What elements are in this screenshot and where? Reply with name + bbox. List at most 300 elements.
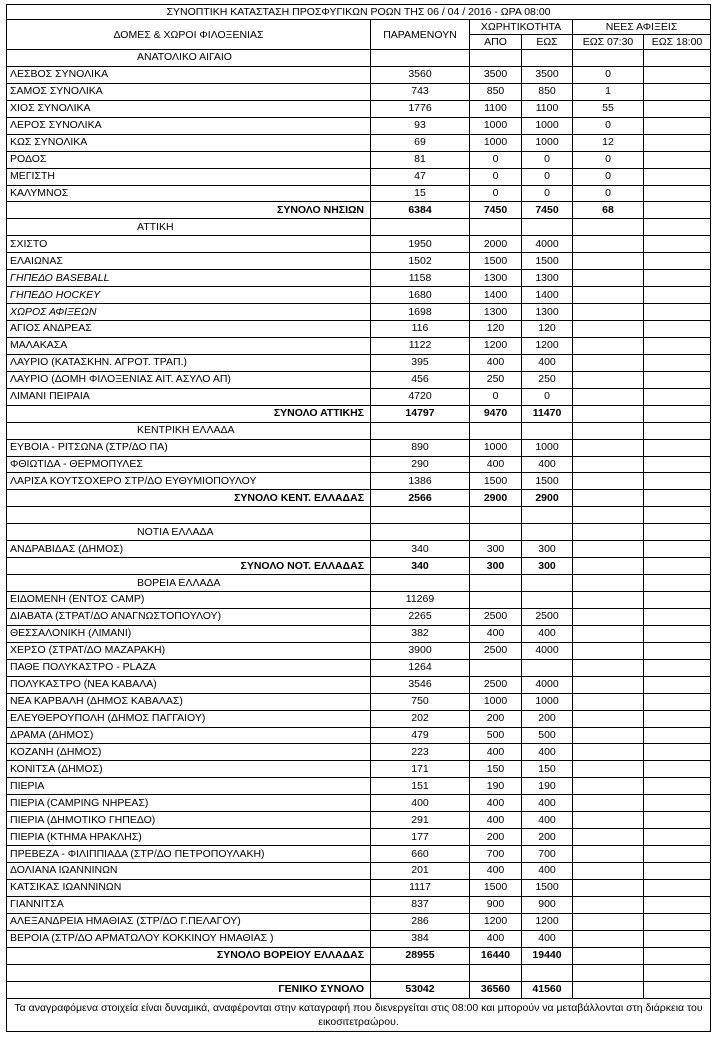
cell-a1800 — [644, 185, 711, 202]
header-capacity-from: ΑΠΟ — [470, 35, 522, 50]
cell-to: 1000 — [522, 439, 573, 456]
cell-a0730: 0 — [573, 66, 644, 83]
cell-from: 3500 — [470, 66, 522, 83]
cell-remaining: 202 — [371, 710, 470, 727]
cell-remaining: 750 — [371, 693, 470, 710]
empty-cell — [371, 524, 470, 541]
cell-remaining: 456 — [371, 371, 470, 388]
cell-a0730 — [573, 795, 644, 812]
cell-a0730 — [573, 846, 644, 863]
cell-from: 400 — [470, 354, 522, 371]
cell-remaining: 1776 — [371, 100, 470, 117]
table-row — [7, 812, 711, 829]
cell-to: 1000 — [522, 134, 573, 151]
cell-from: 250 — [470, 371, 522, 388]
facility-name: ΠΙΕΡΙΑ (ΚΤΗΜΑ ΗΡΑΚΛΗΣ) — [7, 829, 371, 846]
cell-a0730: 55 — [573, 100, 644, 117]
facility-name: ΔΡΑΜΑ (ΔΗΜΟΣ) — [7, 727, 371, 744]
cell-remaining: 2566 — [371, 490, 470, 507]
cell-from: 16440 — [470, 947, 522, 964]
table-row — [7, 337, 711, 354]
table-row — [7, 473, 711, 490]
cell-a1800 — [644, 947, 711, 964]
cell-from: 300 — [470, 541, 522, 558]
cell-from: 400 — [470, 812, 522, 829]
cell-to: 4000 — [522, 236, 573, 253]
table-row — [7, 659, 711, 676]
cell-a0730 — [573, 744, 644, 761]
cell-from: 2500 — [470, 676, 522, 693]
empty-cell — [470, 575, 522, 592]
cell-to: 190 — [522, 778, 573, 795]
cell-a0730: 1 — [573, 83, 644, 100]
cell-from: 1000 — [470, 693, 522, 710]
cell-a0730 — [573, 405, 644, 422]
cell-a0730: 0 — [573, 151, 644, 168]
cell-a0730 — [573, 490, 644, 507]
table-row — [7, 236, 711, 253]
table-row — [7, 321, 711, 338]
cell-a0730 — [573, 710, 644, 727]
cell-to: 700 — [522, 846, 573, 863]
facility-name: ΚΑΤΣΙΚΑΣ ΙΩΑΝΝΙΝΩΝ — [7, 879, 371, 896]
cell-remaining: 93 — [371, 117, 470, 134]
cell-to: 400 — [522, 863, 573, 880]
cell-a0730 — [573, 287, 644, 304]
empty-cell — [522, 422, 573, 439]
empty-cell — [522, 575, 573, 592]
table-row — [7, 66, 711, 83]
facility-name: ΠΙΕΡΙΑ (CAMPING ΝΗΡΕΑΣ) — [7, 795, 371, 812]
empty-cell — [470, 507, 522, 524]
table-row — [7, 185, 711, 202]
table-row — [7, 642, 711, 659]
cell-to: 3500 — [522, 66, 573, 83]
cell-remaining: 3560 — [371, 66, 470, 83]
cell-remaining: 400 — [371, 795, 470, 812]
cell-from: 400 — [470, 863, 522, 880]
cell-a1800 — [644, 558, 711, 575]
cell-to: 7450 — [522, 202, 573, 219]
cell-from: 1000 — [470, 134, 522, 151]
cell-from: 36560 — [470, 981, 522, 998]
cell-from: 2900 — [470, 490, 522, 507]
cell-to: 11470 — [522, 405, 573, 422]
cell-from: 400 — [470, 456, 522, 473]
cell-remaining: 3546 — [371, 676, 470, 693]
cell-a0730 — [573, 456, 644, 473]
cell-to: 400 — [522, 625, 573, 642]
cell-from: 400 — [470, 625, 522, 642]
cell-a1800 — [644, 388, 711, 405]
cell-remaining: 1950 — [371, 236, 470, 253]
cell-a1800 — [644, 456, 711, 473]
table-row — [7, 778, 711, 795]
cell-remaining: 47 — [371, 168, 470, 185]
cell-a1800 — [644, 287, 711, 304]
header-arrivals-0730: ΕΩΣ 07:30 — [573, 35, 644, 50]
cell-a0730 — [573, 354, 644, 371]
header-remaining: ΠΑΡΑΜΕΝΟΥΝ — [371, 20, 470, 50]
facility-name: ΛΕΣΒΟΣ ΣΥΝΟΛΙΚΑ — [7, 66, 371, 83]
table-body — [7, 50, 711, 999]
facility-name: ΣΧΙΣΤΟ — [7, 236, 371, 253]
facility-name: ΝΕΑ ΚΑΡΒΑΛΗ (ΔΗΜΟΣ ΚΑΒΑΛΑΣ) — [7, 693, 371, 710]
section-row — [7, 219, 711, 236]
cell-to: 1000 — [522, 117, 573, 134]
cell-remaining: 837 — [371, 896, 470, 913]
cell-a1800 — [644, 625, 711, 642]
cell-to: 19440 — [522, 947, 573, 964]
table-row — [7, 270, 711, 287]
table-row — [7, 134, 711, 151]
facility-name: ΡΟΔΟΣ — [7, 151, 371, 168]
cell-remaining: 382 — [371, 625, 470, 642]
cell-remaining: 14797 — [371, 405, 470, 422]
total-row — [7, 558, 711, 575]
cell-to: 400 — [522, 744, 573, 761]
table-row — [7, 727, 711, 744]
cell-to: 4000 — [522, 642, 573, 659]
blank-row — [7, 964, 711, 981]
cell-a1800 — [644, 761, 711, 778]
cell-to: 400 — [522, 456, 573, 473]
cell-a1800 — [644, 778, 711, 795]
cell-a0730 — [573, 321, 644, 338]
empty-cell — [7, 964, 371, 981]
cell-from: 190 — [470, 778, 522, 795]
cell-from: 0 — [470, 168, 522, 185]
facility-name: ΠΟΛΥΚΑΣΤΡΟ (ΝΕΑ ΚΑΒΑΛΑ) — [7, 676, 371, 693]
cell-remaining: 69 — [371, 134, 470, 151]
section-title: ΑΝΑΤΟΛΙΚΟ ΑΙΓΑΙΟ — [7, 50, 371, 67]
facility-name: ΓΗΠΕΔΟ BASEBALL — [7, 270, 371, 287]
cell-to: 200 — [522, 710, 573, 727]
facility-name: ΓΗΠΕΔΟ HOCKEY — [7, 287, 371, 304]
cell-a0730: 0 — [573, 185, 644, 202]
total-row — [7, 490, 711, 507]
cell-remaining: 1264 — [371, 659, 470, 676]
cell-remaining: 340 — [371, 541, 470, 558]
cell-from: 300 — [470, 558, 522, 575]
facility-name: ΧΕΡΣΟ (ΣΤΡΑΤ/ΔΟ ΜΑΖΑΡΑΚΗ) — [7, 642, 371, 659]
cell-a1800 — [644, 693, 711, 710]
cell-a0730 — [573, 625, 644, 642]
facility-name: ΚΟΝΙΤΣΑ (ΔΗΜΟΣ) — [7, 761, 371, 778]
cell-remaining: 6384 — [371, 202, 470, 219]
empty-cell — [371, 964, 470, 981]
blank-row — [7, 507, 711, 524]
table-row — [7, 371, 711, 388]
section-title: ΒΟΡΕΙΑ ΕΛΛΑΔΑ — [7, 575, 371, 592]
facility-name: ΠΑΘΕ ΠΟΛΥΚΑΣΤΡΟ - PLAZA — [7, 659, 371, 676]
cell-a1800 — [644, 795, 711, 812]
cell-a0730 — [573, 371, 644, 388]
cell-from: 400 — [470, 744, 522, 761]
header-structures: ΔΟΜΕΣ & ΧΩΡΟΙ ΦΙΛΟΞΕΝΙΑΣ — [7, 20, 371, 50]
cell-to: 850 — [522, 83, 573, 100]
table-row — [7, 829, 711, 846]
cell-a0730 — [573, 270, 644, 287]
cell-remaining: 743 — [371, 83, 470, 100]
facility-name: ΠΡΕΒΕΖΑ - ΦΙΛΙΠΠΙΑΔΑ (ΣΤΡ/ΔΟ ΠΕΤΡΟΠΟΥΛΑΚΗ) — [7, 846, 371, 863]
facility-name: ΣΑΜΟΣ ΣΥΝΟΛΙΚΑ — [7, 83, 371, 100]
table-row — [7, 253, 711, 270]
cell-to: 4000 — [522, 676, 573, 693]
cell-a1800 — [644, 236, 711, 253]
cell-a0730 — [573, 592, 644, 609]
cell-to: 1500 — [522, 473, 573, 490]
cell-from: 1300 — [470, 304, 522, 321]
empty-cell — [522, 524, 573, 541]
cell-remaining: 340 — [371, 558, 470, 575]
cell-remaining: 53042 — [371, 981, 470, 998]
total-row — [7, 202, 711, 219]
cell-a1800 — [644, 812, 711, 829]
footnote: Τα αναγραφόμενα στοιχεία είναι δυναμικά, αναφέρονται στην καταγραφή που διενεργείται στις 08:00 και μπορούν να μεταβάλλονται στη διάρκεια του εικοσιτετραώρου. — [7, 998, 711, 1031]
cell-to: 1500 — [522, 253, 573, 270]
cell-from: 9470 — [470, 405, 522, 422]
cell-a0730 — [573, 439, 644, 456]
cell-remaining: 2265 — [371, 608, 470, 625]
cell-a1800 — [644, 134, 711, 151]
facility-name: ΒΕΡΟΙΑ (ΣΤΡ/ΔΟ ΑΡΜΑΤΩΛΟΥ ΚΟΚΚΙΝΟΥ ΗΜΑΘΙΑΣ ) — [7, 930, 371, 947]
facility-name: ΑΛΕΞΑΝΔΡΕΙΑ ΗΜΑΘΙΑΣ (ΣΤΡ/ΔΟ Γ.ΠΕΛΑΓΟΥ) — [7, 913, 371, 930]
table-row — [7, 168, 711, 185]
cell-to: 400 — [522, 812, 573, 829]
cell-from: 1500 — [470, 473, 522, 490]
cell-a0730 — [573, 930, 644, 947]
cell-remaining: 81 — [371, 151, 470, 168]
cell-a1800 — [644, 490, 711, 507]
cell-from: 200 — [470, 710, 522, 727]
empty-cell — [371, 422, 470, 439]
empty-cell — [371, 219, 470, 236]
cell-to: 0 — [522, 388, 573, 405]
table-row — [7, 896, 711, 913]
report-title: ΣΥΝΟΠΤΙΚΗ ΚΑΤΑΣΤΑΣΗ ΠΡΟΣΦΥΓΙΚΩΝ ΡΟΩΝ ΤΗΣ 06 / 04 / 2016 - ΩΡΑ 08:00 — [7, 5, 711, 20]
cell-a1800 — [644, 981, 711, 998]
table-row — [7, 388, 711, 405]
total-label: ΓΕΝΙΚΟ ΣΥΝΟΛΟ — [7, 981, 371, 998]
cell-a1800 — [644, 676, 711, 693]
total-label: ΣΥΝΟΛΟ ΑΤΤΙΚΗΣ — [7, 405, 371, 422]
cell-remaining: 171 — [371, 761, 470, 778]
facility-name: ΠΙΕΡΙΑ — [7, 778, 371, 795]
table-row — [7, 930, 711, 947]
cell-from: 0 — [470, 185, 522, 202]
cell-remaining: 15 — [371, 185, 470, 202]
total-label: ΣΥΝΟΛΟ ΒΟΡΕΙΟΥ ΕΛΛΑΔΑΣ — [7, 947, 371, 964]
cell-remaining: 1502 — [371, 253, 470, 270]
table-row — [7, 287, 711, 304]
cell-remaining: 28955 — [371, 947, 470, 964]
cell-a1800 — [644, 863, 711, 880]
cell-a0730 — [573, 608, 644, 625]
empty-cell — [470, 219, 522, 236]
cell-to: 1200 — [522, 337, 573, 354]
table-row — [7, 439, 711, 456]
cell-to: 250 — [522, 371, 573, 388]
cell-remaining: 286 — [371, 913, 470, 930]
header-capacity: ΧΩΡΗΤΙΚΟΤΗΤΑ — [470, 20, 573, 35]
cell-remaining: 11269 — [371, 592, 470, 609]
table-row — [7, 625, 711, 642]
cell-remaining: 395 — [371, 354, 470, 371]
cell-a0730 — [573, 879, 644, 896]
cell-from: 1000 — [470, 117, 522, 134]
cell-remaining: 4720 — [371, 388, 470, 405]
cell-a0730 — [573, 388, 644, 405]
cell-remaining: 1698 — [371, 304, 470, 321]
cell-a0730 — [573, 337, 644, 354]
table-row — [7, 795, 711, 812]
cell-a1800 — [644, 202, 711, 219]
cell-from: 1400 — [470, 287, 522, 304]
cell-from: 0 — [470, 388, 522, 405]
table-row — [7, 304, 711, 321]
table-row — [7, 592, 711, 609]
facility-name: ΑΝΔΡΑΒΙΔΑΣ (ΔΗΜΟΣ) — [7, 541, 371, 558]
cell-a1800 — [644, 253, 711, 270]
cell-a1800 — [644, 321, 711, 338]
cell-from: 2500 — [470, 642, 522, 659]
cell-a1800 — [644, 744, 711, 761]
cell-a1800 — [644, 846, 711, 863]
cell-a0730: 68 — [573, 202, 644, 219]
cell-a1800 — [644, 879, 711, 896]
cell-a1800 — [644, 727, 711, 744]
cell-a0730 — [573, 558, 644, 575]
cell-a1800 — [644, 100, 711, 117]
empty-cell — [573, 575, 644, 592]
cell-remaining: 479 — [371, 727, 470, 744]
cell-to: 1300 — [522, 270, 573, 287]
table-row — [7, 913, 711, 930]
empty-cell — [470, 422, 522, 439]
cell-to: 41560 — [522, 981, 573, 998]
empty-cell — [522, 507, 573, 524]
cell-a1800 — [644, 117, 711, 134]
total-row — [7, 405, 711, 422]
empty-cell — [470, 50, 522, 67]
cell-a1800 — [644, 896, 711, 913]
cell-a1800 — [644, 592, 711, 609]
empty-cell — [371, 507, 470, 524]
table-row — [7, 117, 711, 134]
facility-name: ΛΙΜΑΝΙ ΠΕΙΡΑΙΑ — [7, 388, 371, 405]
header-arrivals-1800: ΕΩΣ 18:00 — [644, 35, 711, 50]
cell-a1800 — [644, 83, 711, 100]
facility-name: ΛΑΥΡΙΟ (ΚΑΤΑΣΚΗΝ. ΑΓΡΟΤ. ΤΡΑΠ.) — [7, 354, 371, 371]
cell-to — [522, 592, 573, 609]
cell-a0730: 0 — [573, 117, 644, 134]
cell-a1800 — [644, 473, 711, 490]
cell-to: 400 — [522, 795, 573, 812]
table-row — [7, 846, 711, 863]
total-label: ΣΥΝΟΛΟ ΚΕΝΤ. ΕΛΛΑΔΑΣ — [7, 490, 371, 507]
cell-a0730 — [573, 541, 644, 558]
cell-to: 300 — [522, 558, 573, 575]
facility-name: ΕΛΑΙΩΝΑΣ — [7, 253, 371, 270]
cell-remaining: 384 — [371, 930, 470, 947]
cell-from: 400 — [470, 795, 522, 812]
facility-name: ΘΕΣΣΑΛΟΝΙΚΗ (ΛΙΜΑΝΙ) — [7, 625, 371, 642]
cell-a1800 — [644, 337, 711, 354]
cell-remaining: 290 — [371, 456, 470, 473]
cell-a1800 — [644, 439, 711, 456]
empty-cell — [644, 524, 711, 541]
cell-a1800 — [644, 541, 711, 558]
cell-a1800 — [644, 710, 711, 727]
table-row — [7, 100, 711, 117]
cell-from — [470, 659, 522, 676]
cell-remaining: 223 — [371, 744, 470, 761]
empty-cell — [470, 524, 522, 541]
cell-a1800 — [644, 270, 711, 287]
facility-name: ΦΘΙΩΤΙΔΑ - ΘΕΡΜΟΠΥΛΕΣ — [7, 456, 371, 473]
facility-name: ΕΛΕΥΘΕΡΟΥΠΟΛΗ (ΔΗΜΟΣ ΠΑΓΓΑΙΟΥ) — [7, 710, 371, 727]
header-capacity-to: ΕΩΣ — [522, 35, 573, 50]
table-row — [7, 879, 711, 896]
facility-name: ΑΓΙΟΣ ΑΝΔΡΕΑΣ — [7, 321, 371, 338]
empty-cell — [573, 507, 644, 524]
empty-cell — [644, 964, 711, 981]
cell-to: 1000 — [522, 693, 573, 710]
cell-to: 150 — [522, 761, 573, 778]
table-row — [7, 541, 711, 558]
cell-a1800 — [644, 66, 711, 83]
header-new-arrivals: ΝΕΕΣ ΑΦΙΞΕΙΣ — [573, 20, 711, 35]
total-row — [7, 981, 711, 998]
cell-from: 120 — [470, 321, 522, 338]
cell-a0730 — [573, 863, 644, 880]
cell-from: 1100 — [470, 100, 522, 117]
cell-from: 0 — [470, 151, 522, 168]
cell-remaining: 1158 — [371, 270, 470, 287]
total-label: ΣΥΝΟΛΟ ΝΟΤ. ΕΛΛΑΔΑΣ — [7, 558, 371, 575]
cell-a1800 — [644, 659, 711, 676]
cell-a0730 — [573, 253, 644, 270]
empty-cell — [644, 422, 711, 439]
cell-to: 1500 — [522, 879, 573, 896]
total-row — [7, 947, 711, 964]
cell-a1800 — [644, 304, 711, 321]
table-row — [7, 354, 711, 371]
section-title: ΚΕΝΤΡΙΚΗ ΕΛΛΑΔΑ — [7, 422, 371, 439]
cell-a0730 — [573, 236, 644, 253]
cell-a0730 — [573, 693, 644, 710]
empty-cell — [470, 964, 522, 981]
cell-a1800 — [644, 930, 711, 947]
cell-from: 900 — [470, 896, 522, 913]
empty-cell — [644, 219, 711, 236]
cell-remaining: 1386 — [371, 473, 470, 490]
cell-a0730 — [573, 829, 644, 846]
cell-a0730 — [573, 473, 644, 490]
cell-from: 850 — [470, 83, 522, 100]
cell-from: 400 — [470, 930, 522, 947]
cell-a0730: 12 — [573, 134, 644, 151]
cell-remaining: 151 — [371, 778, 470, 795]
cell-remaining: 1680 — [371, 287, 470, 304]
cell-a1800 — [644, 913, 711, 930]
cell-a1800 — [644, 829, 711, 846]
cell-a1800 — [644, 151, 711, 168]
empty-cell — [522, 50, 573, 67]
table-row — [7, 863, 711, 880]
cell-remaining: 1122 — [371, 337, 470, 354]
